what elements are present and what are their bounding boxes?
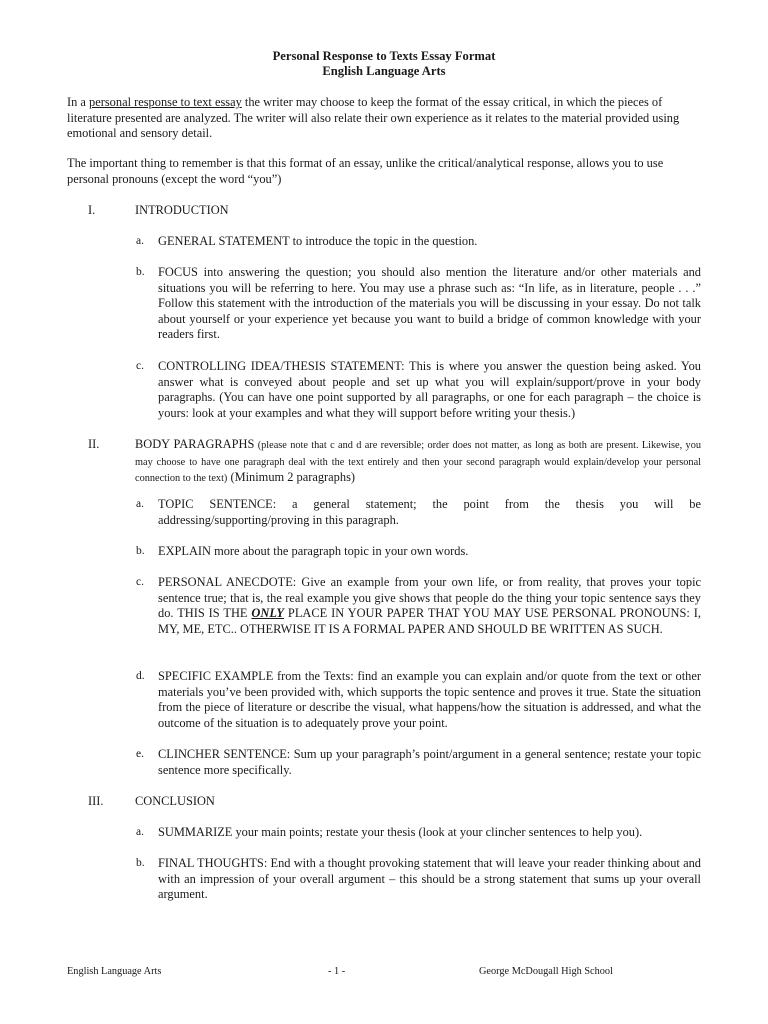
item-body — [158, 747, 701, 778]
footer-left: English Language Arts — [67, 966, 162, 977]
item-label: a. — [136, 498, 144, 510]
item-label: b. — [136, 545, 145, 557]
item-heading: SPECIFIC EXAMPLE — [158, 669, 274, 683]
item-label: c. — [136, 360, 144, 372]
item-body — [158, 359, 701, 421]
item-heading: TOPIC SENTENCE: — [158, 497, 277, 511]
item-text: into answering the question; you should also mention the literature and/or other materials and situations you will be referring to here. You may use a phrase such as: “In life, as in literature, people . . .” Follow this statement with the introduction of the materials you will be discussing in your essay. Do not talk about yourself or your experience yet because you want to build a bridge of common knowledge with your readers first. — [158, 265, 701, 342]
document-subtitle: English Language Arts — [322, 64, 446, 78]
item-text: End with a thought provoking statement that will leave your reader thinking about and with an impression of your overall argument – this should be a strong statement that sums up your overall argument. — [158, 856, 701, 902]
item-text: your main points; restate your thesis (look at your clincher sentences to help you). — [232, 825, 643, 839]
item-text: from the Texts: find an example you can explain and/or quote from the text or other materials you’ve been provided with, which supports the topic sentence and proves it true. State the situation from the piece of literature or describe the visual, what happens/how the situation is addressed, and what the outcome of the situation is to adequately prove your point. — [158, 669, 701, 730]
item-heading: GENERAL STATEMENT — [158, 234, 290, 248]
intro-paragraph-2: The important thing to remember is that this format of an essay, unlike the critical/analytical response, allows you to use personal pronouns (except the word “you”) — [67, 156, 664, 186]
intro-text: In a — [67, 95, 90, 109]
item-heading: EXPLAIN — [158, 544, 211, 558]
item-heading: CLINCHER SENTENCE: — [158, 747, 291, 761]
item-text: more about the paragraph topic in your own words. — [211, 544, 469, 558]
only-emphasis: ONLY — [251, 606, 284, 621]
item-text: to introduce the topic in the question. — [289, 234, 478, 248]
section-numeral: II. — [88, 437, 100, 451]
item-label: e. — [136, 748, 144, 760]
section-title: INTRODUCTION — [135, 203, 229, 217]
section-heading-text — [135, 437, 701, 487]
item-label: a. — [136, 235, 144, 247]
footer-right: George McDougall High School — [479, 966, 613, 977]
item-heading: SUMMARIZE — [158, 825, 233, 839]
item-text: Sum up your paragraph’s point/argument in a general sentence; restate your topic sentence more specifically. — [158, 747, 701, 777]
section-note: (please note that c and d are reversible; order does not matter, as long as both are present. Likewise, you may choose to have one paragraph deal with the text entirely and then your second paragraph would explain/develop your personal connection to the text) — [135, 440, 701, 485]
document-title: Personal Response to Texts Essay Format — [272, 49, 496, 63]
item-text: This is where you answer the question being asked. You answer what is conveyed about people and set up what you will explain/support/prove in your body paragraphs. (You can have one point supported by all paragraphs, or one for each paragraph – the choice is yours: look at your examples and what they will support before writing your thesis.) — [158, 359, 701, 420]
item-body — [158, 856, 701, 903]
item-body — [158, 575, 701, 637]
item-label: c. — [136, 576, 144, 588]
item-label: b. — [136, 266, 145, 278]
item-emphasis: THIS IS THE — [177, 606, 252, 621]
section-title: BODY PARAGRAPHS — [135, 437, 255, 451]
item-heading: CONTROLLING IDEA/THESIS STATEMENT: — [158, 359, 405, 373]
section-minimum: (Minimum 2 paragraphs) — [227, 470, 356, 485]
item-text: Give an example from your own life, or from reality, that proves your topic sentence true; that is, the real example you give shows that people do the thing your topic sentence says they do. — [158, 575, 702, 621]
item-text: a general statement; the point from the thesis you will be addressing/supporting/proving in this paragraph. — [158, 497, 701, 527]
item-heading: PERSONAL ANECDOTE: — [158, 575, 297, 589]
item-body — [158, 497, 701, 528]
essay-type-term: personal response to text essay — [89, 95, 242, 109]
item-heading: FINAL THOUGHTS: — [158, 856, 268, 870]
section-numeral: I. — [88, 203, 96, 217]
item-body — [158, 669, 701, 731]
page-number: - 1 - — [328, 966, 346, 977]
item-body — [158, 234, 701, 250]
item-heading: FOCUS — [158, 265, 198, 279]
item-body — [158, 544, 701, 560]
item-label: a. — [136, 826, 144, 838]
item-label: d. — [136, 670, 145, 682]
section-title: CONCLUSION — [135, 794, 215, 808]
item-body — [158, 825, 701, 841]
intro-paragraph-1 — [67, 95, 701, 142]
section-numeral: III. — [88, 794, 104, 808]
item-emphasis: PLACE IN YOUR PAPER THAT YOU MAY USE PERSONAL PRONOUNS: I, MY, ME, ETC.. OTHERWISE IT IS A FORMAL PAPER AND SHOULD BE WRITTEN AS SUCH. — [158, 606, 701, 636]
item-body — [158, 265, 701, 343]
item-label: b. — [136, 857, 145, 869]
intro-text: the writer may choose to keep the format of the essay critical, in which the pieces of literature presented are analyzed. The writer will also relate their own experience as it relates to the material provided using emotional and sensory detail. — [67, 95, 680, 141]
